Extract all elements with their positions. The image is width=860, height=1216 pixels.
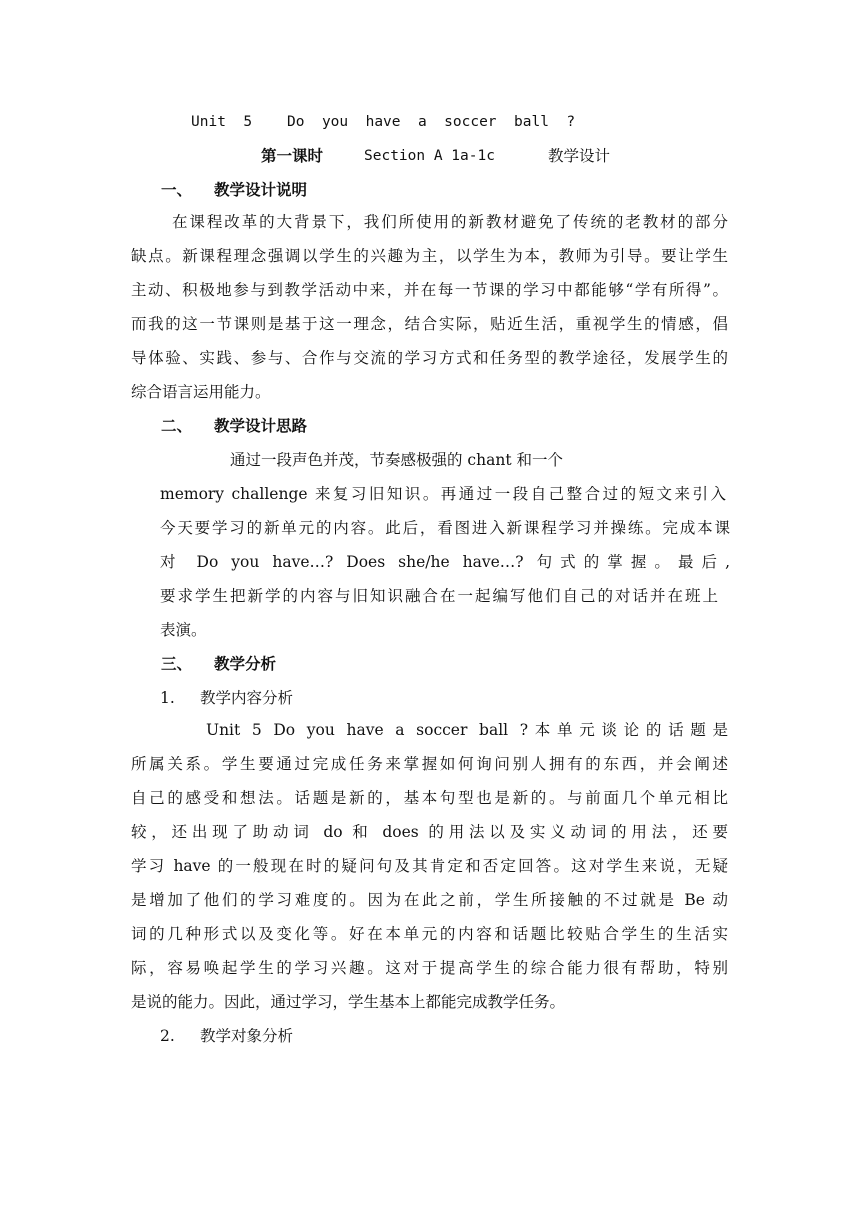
paragraph-line: 今天要学习的新单元的内容。此后，看图进入新课程学习并操练。完成本课 bbox=[160, 519, 730, 537]
subsection-heading: 教学内容分析 bbox=[200, 689, 294, 707]
paragraph-line: 表演。 bbox=[160, 621, 207, 639]
paragraph-line: Unit 5 Do you have a soccer ball ?本单元谈论的话题是 bbox=[206, 721, 728, 739]
paragraph-line: 较，还出现了助动词 do 和 does 的用法以及实义动词的用法，还要 bbox=[131, 823, 728, 841]
paragraph-line: 对 Do you have…? Does she/he have…? 句式的掌握。最后, bbox=[160, 553, 730, 571]
section-number: 二、 bbox=[161, 416, 193, 435]
subsection-number: 1. bbox=[160, 689, 175, 707]
page-title: Unit 5 Do you have a soccer ball ? bbox=[191, 114, 576, 130]
section-heading: 教学设计思路 bbox=[214, 416, 308, 435]
section-heading: 教学设计说明 bbox=[214, 180, 308, 199]
section-number: 一、 bbox=[161, 180, 193, 199]
paragraph-line: 词的几种形式以及变化等。好在本单元的内容和话题比较贴合学生的生活实 bbox=[131, 925, 728, 943]
paragraph-line: 主动、积极地参与到教学活动中来，并在每一节课的学习中都能够“学有所得”。 bbox=[131, 281, 728, 299]
section-heading: 教学分析 bbox=[214, 654, 277, 673]
paragraph-line: memory challenge 来复习旧知识。再通过一段自己整合过的短文来引入 bbox=[160, 485, 726, 503]
paragraph-line: 缺点。新课程理念强调以学生的兴趣为主，以学生为本，教师为引导。要让学生 bbox=[131, 247, 728, 265]
design-label: 教学设计 bbox=[548, 147, 611, 165]
paragraph-line: 而我的这一节课则是基于这一理念，结合实际，贴近生活，重视学生的情感，倡 bbox=[131, 315, 728, 333]
paragraph-line: 所属关系。学生要通过完成任务来掌握如何询问别人拥有的东西，并会阐述 bbox=[131, 755, 728, 773]
lesson-label: 第一课时 bbox=[261, 146, 324, 165]
section-label: Section A 1a-1c bbox=[364, 148, 495, 164]
paragraph-line: 际，容易唤起学生的学习兴趣。这对于提高学生的综合能力很有帮助，特别 bbox=[131, 959, 728, 977]
paragraph-line: 自己的感受和想法。话题是新的，基本句型也是新的。与前面几个单元相比 bbox=[131, 789, 728, 807]
subsection-heading: 教学对象分析 bbox=[200, 1027, 294, 1045]
paragraph-line: 要求学生把新学的内容与旧知识融合在一起编写他们自己的对话并在班上 bbox=[160, 587, 718, 605]
paragraph-line: 是增加了他们的学习难度的。因为在此之前，学生所接触的不过就是 Be 动 bbox=[131, 891, 728, 909]
paragraph-line: 综合语言运用能力。 bbox=[131, 383, 271, 401]
paragraph-line: 是说的能力。因此，通过学习，学生基本上都能完成教学任务。 bbox=[131, 993, 566, 1011]
paragraph-line: 通过一段声色并茂，节奏感极强的 chant 和一个 bbox=[230, 451, 563, 469]
section-number: 三、 bbox=[161, 654, 193, 673]
paragraph-line: 学习 have 的一般现在时的疑问句及其肯定和否定回答。这对学生来说，无疑 bbox=[131, 857, 728, 875]
subsection-number: 2. bbox=[160, 1027, 175, 1045]
paragraph-line: 在课程改革的大背景下，我们所使用的新教材避免了传统的老教材的部分 bbox=[172, 213, 728, 231]
paragraph-line: 导体验、实践、参与、合作与交流的学习方式和任务型的教学途径，发展学生的 bbox=[131, 349, 728, 367]
